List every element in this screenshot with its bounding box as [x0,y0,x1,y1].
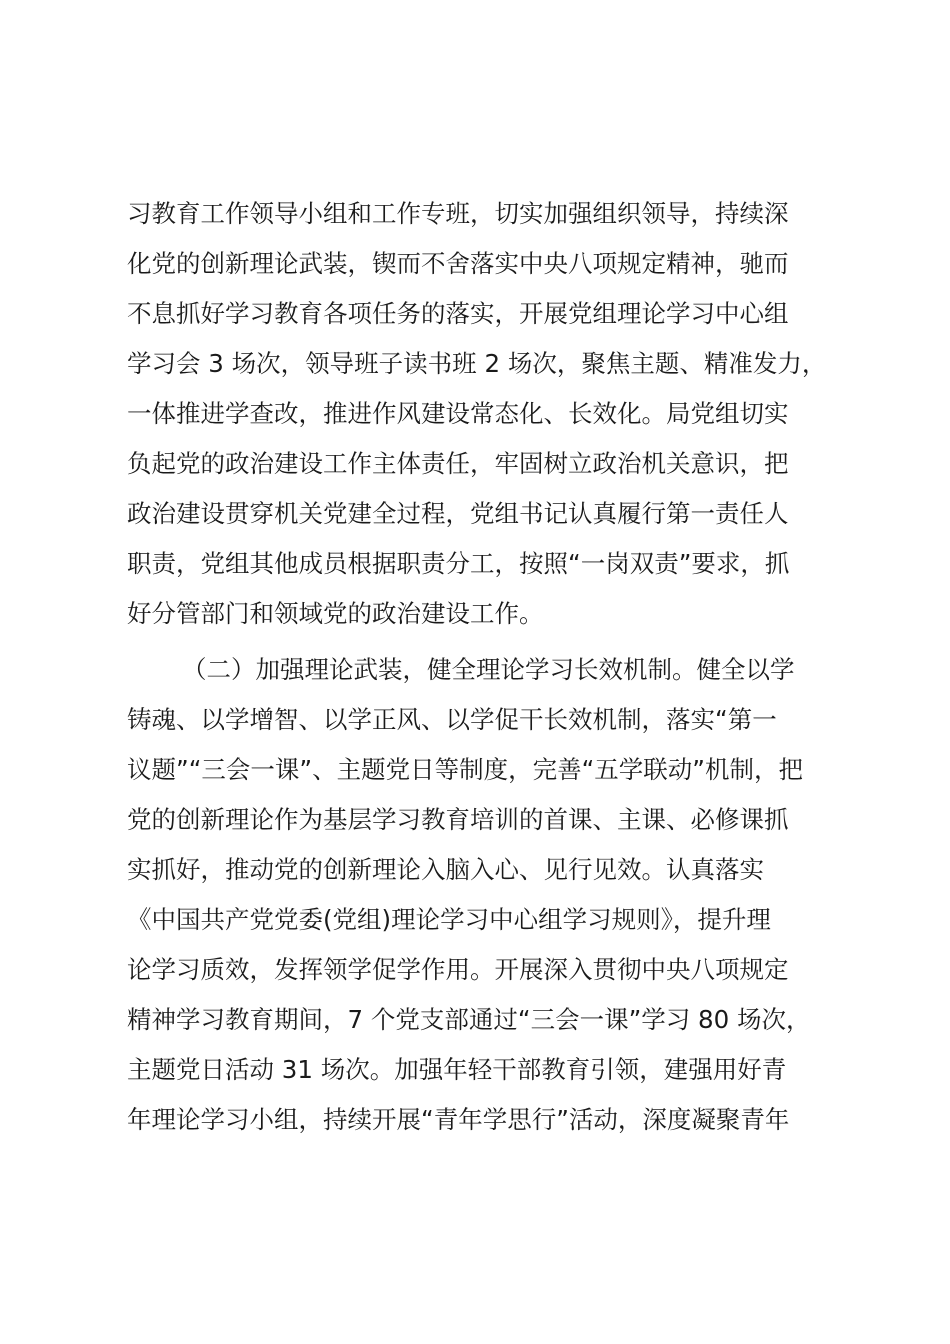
paragraph-line: 议题”“三会一课”、主题党日等制度，完善“五学联动”机制，把 [127,755,803,784]
paragraph-line: 负起党的政治建设工作主体责任，牢固树立政治机关意识，把 [127,449,789,478]
paragraph-line: 学习会 3 场次，领导班子读书班 2 场次，聚焦主题、精准发力， [127,349,827,378]
paragraph-line: 习教育工作领导小组和工作专班，切实加强组织领导，持续深 [127,199,789,228]
paragraph-line: 年理论学习小组，持续开展“青年学思行”活动，深度凝聚青年 [127,1105,790,1134]
paragraph-line: 党的创新理论作为基层学习教育培训的首课、主课、必修课抓 [127,805,789,834]
paragraph-line: （二）加强理论武装，健全理论学习长效机制。健全以学 [182,655,795,684]
paragraph-line: 一体推进学查改，推进作风建设常态化、长效化。局党组切实 [127,399,789,428]
paragraph-line: 职责，党组其他成员根据职责分工，按照“一岗双责”要求，抓 [127,549,790,578]
paragraph-line: 好分管部门和领域党的政治建设工作。 [127,599,544,628]
paragraph-line: 《中国共产党党委(党组)理论学习中心组学习规则》，提升理 [127,905,771,934]
paragraph-line: 化党的创新理论武装，锲而不舍落实中央八项规定精神，驰而 [127,249,789,278]
paragraph-line: 论学习质效，发挥领学促学作用。开展深入贯彻中央八项规定 [127,955,789,984]
paragraph-line: 政治建设贯穿机关党建全过程，党组书记认真履行第一责任人 [127,499,789,528]
paragraph-line: 不息抓好学习教育各项任务的落实，开展党组理论学习中心组 [127,299,789,328]
paragraph-line: 精神学习教育期间，7 个党支部通过“三会一课”学习 80 场次， [127,1005,811,1034]
paragraph-line: 铸魂、以学增智、以学正风、以学促干长效机制，落实“第一 [127,705,777,734]
paragraph-line: 实抓好，推动党的创新理论入脑入心、见行见效。认真落实 [127,855,764,884]
paragraph-line: 主题党日活动 31 场次。加强年轻干部教育引领，建强用好青 [127,1055,787,1084]
